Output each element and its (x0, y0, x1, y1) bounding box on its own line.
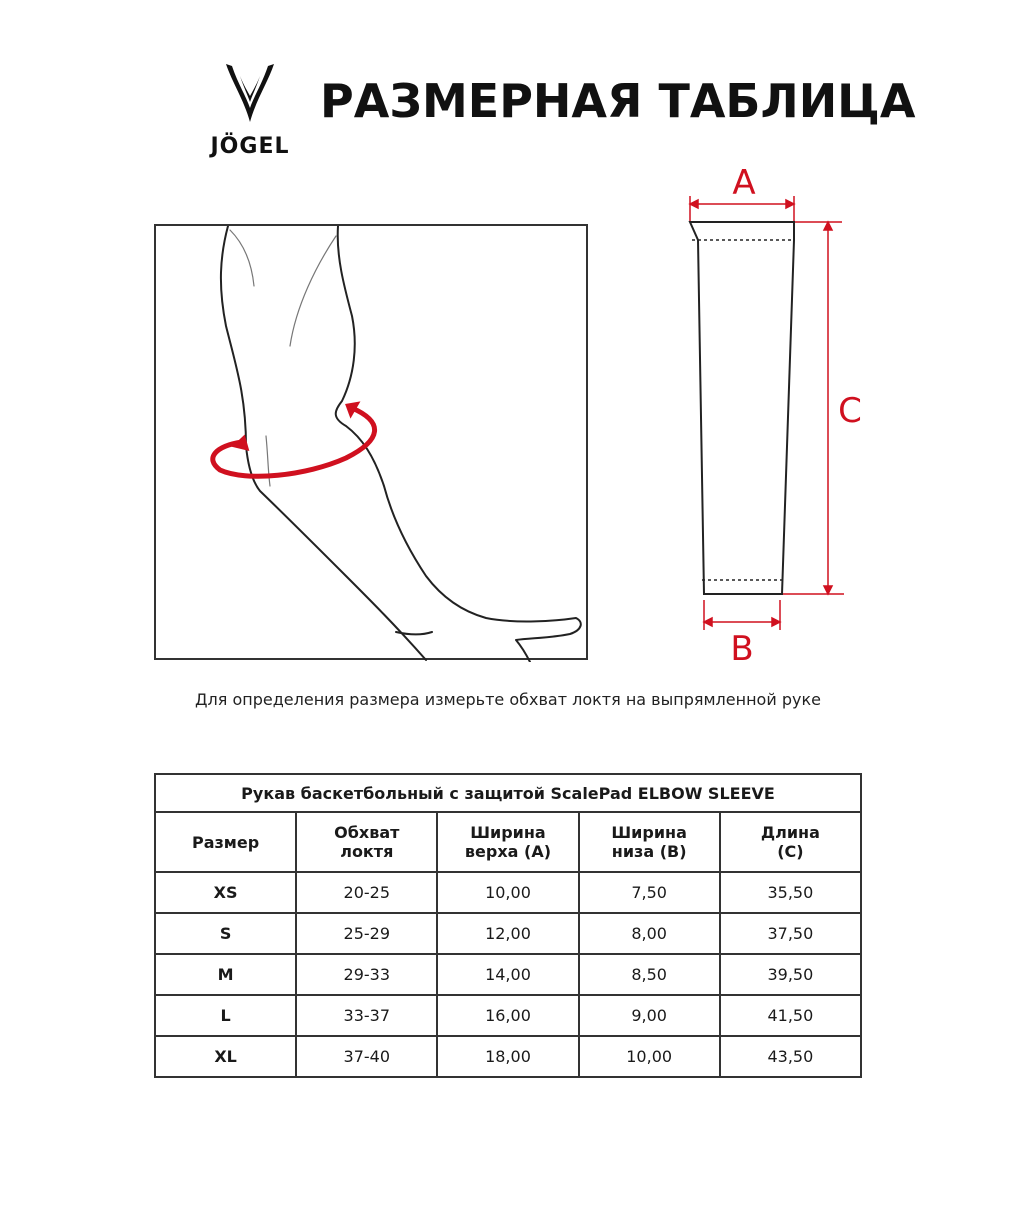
cell-top-width: 12,00 (437, 913, 578, 954)
cell-elbow-girth: 37-40 (296, 1036, 437, 1077)
cell-top-width: 10,00 (437, 872, 578, 913)
table-row (155, 913, 861, 954)
dimension-label-c: C (838, 391, 862, 431)
table-row (155, 995, 861, 1036)
cell-bottom-width: 8,00 (579, 913, 720, 954)
header-elbow-girth: Обхват локтя (296, 812, 437, 872)
arm-drawing (156, 226, 590, 662)
dimension-label-b: B (730, 629, 754, 669)
cell-bottom-width: 9,00 (579, 995, 720, 1036)
cell-length: 43,50 (720, 1036, 861, 1077)
cell-length: 37,50 (720, 913, 861, 954)
cell-length: 39,50 (720, 954, 861, 995)
arm-measurement-illustration (154, 224, 588, 660)
cell-top-width: 14,00 (437, 954, 578, 995)
cell-top-width: 16,00 (437, 995, 578, 1036)
cell-size: XL (155, 1036, 296, 1077)
header-length: Длина (С) (720, 812, 861, 872)
table-row (155, 1036, 861, 1077)
brand-logo (200, 62, 300, 162)
cell-elbow-girth: 20-25 (296, 872, 437, 913)
header-top-width: Ширина верха (А) (437, 812, 578, 872)
sleeve-drawing (660, 160, 880, 680)
cell-size: S (155, 913, 296, 954)
page-title: РАЗМЕРНАЯ ТАБЛИЦА (320, 74, 916, 128)
cell-bottom-width: 7,50 (579, 872, 720, 913)
cell-length: 35,50 (720, 872, 861, 913)
cell-top-width: 18,00 (437, 1036, 578, 1077)
table-caption: Рукав баскетбольный с защитой ScalePad ELBOW SLEEVE (155, 774, 861, 812)
cell-bottom-width: 10,00 (579, 1036, 720, 1077)
cell-size: M (155, 954, 296, 995)
cell-size: XS (155, 872, 296, 913)
brand-name: JÖGEL (210, 134, 290, 159)
table-row (155, 872, 861, 913)
cell-size: L (155, 995, 296, 1036)
cell-elbow-girth: 33-37 (296, 995, 437, 1036)
size-table (154, 773, 862, 1078)
dimension-label-a: A (732, 163, 756, 203)
measurement-instruction: Для определения размера измерьте обхват локтя на выпрямленной руке (195, 690, 821, 709)
table-header-row (155, 812, 861, 872)
table-row (155, 954, 861, 995)
header-bottom-width: Ширина низа (В) (579, 812, 720, 872)
cell-length: 41,50 (720, 995, 861, 1036)
header-size: Размер (155, 812, 296, 872)
cell-elbow-girth: 25-29 (296, 913, 437, 954)
cell-elbow-girth: 29-33 (296, 954, 437, 995)
sleeve-dimension-diagram (660, 160, 880, 680)
cell-bottom-width: 8,50 (579, 954, 720, 995)
jogel-v-logo-icon (222, 62, 278, 126)
